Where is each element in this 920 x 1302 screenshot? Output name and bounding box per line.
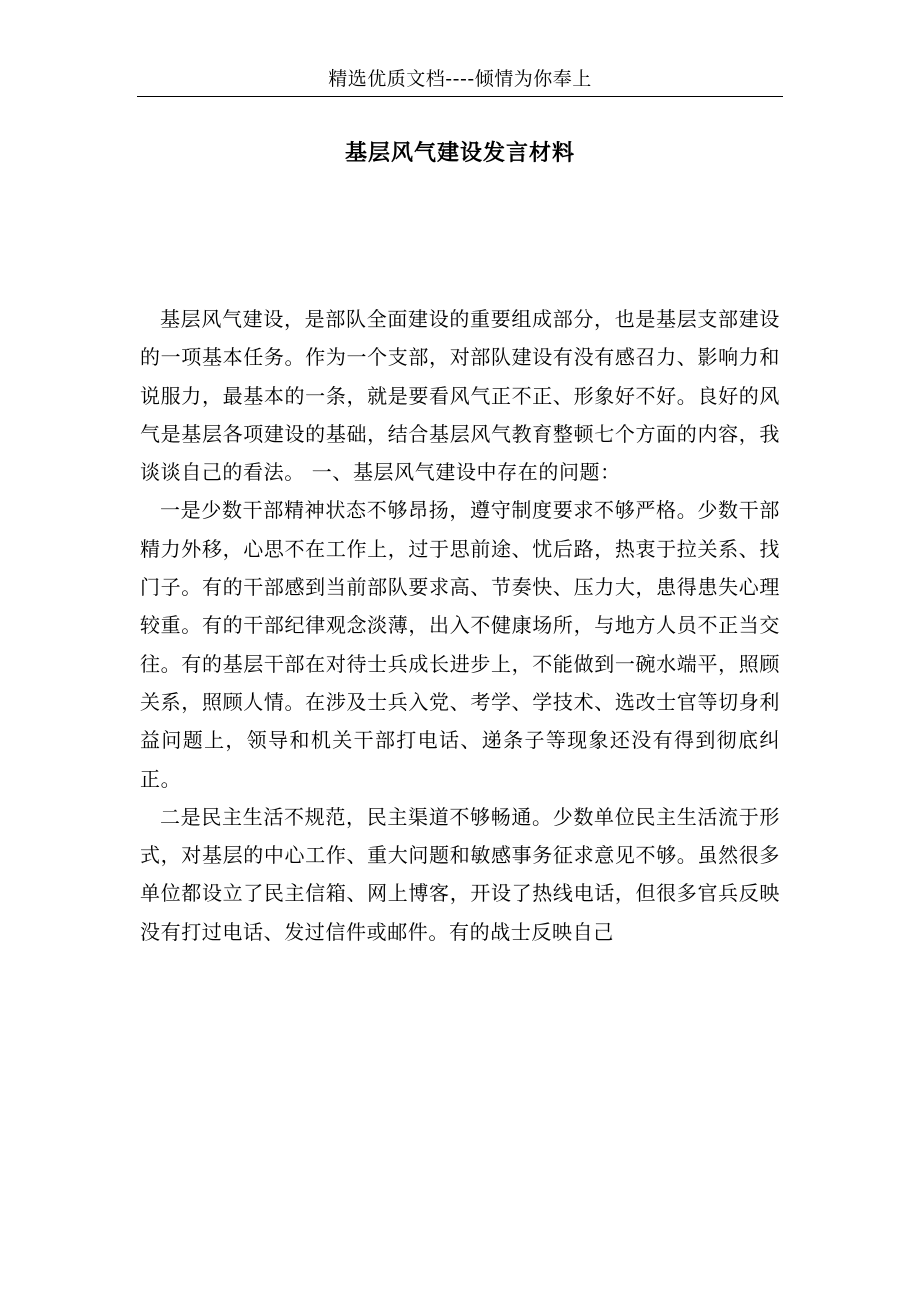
- document-title: 基层风气建设发言材料: [344, 141, 575, 166]
- paragraph-point-two: 二是民主生活不规范，民主渠道不够畅通。少数单位民主生活流于形式，对基层的中心工作、重大问题和敏感事务征求意见不够。虽然很多单位都设立了民主信箱、网上博客，开设了热线电话，但很多官兵反映没有打过电话、发过信件或邮件。有的战士反映自己: [140, 804, 780, 944]
- page-header: 精选优质文档----倾情为你奉上: [328, 68, 592, 90]
- header-divider: [137, 96, 783, 97]
- paragraph-intro: 基层风气建设，是部队全面建设的重要组成部分，也是基层支部建设的一项基本任务。作为一个支部，对部队建设有没有感召力、影响力和说服力，最基本的一条，就是要看风气正不正、形象好不好。良好的风气是基层各项建设的基础，结合基层风气教育整顿七个方面的内容，我谈谈自己的看法。 一、基层风气建设中存在的问题：: [140, 307, 780, 485]
- paragraph-point-one: 一是少数干部精神状态不够昂扬，遵守制度要求不够严格。少数干部精力外移，心思不在工作上，过于思前途、忧后路，热衷于拉关系、找门子。有的干部感到当前部队要求高、节奏快、压力大，患得患失心理较重。有的干部纪律观念淡薄，出入不健康场所，与地方人员不正当交往。有的基层干部在对待士兵成长进步上，不能做到一碗水端平，照顾关系，照顾人情。在涉及士兵入党、考学、学技术、选改士官等切身利益问题上，领导和机关干部打电话、递条子等现象还没有得到彻底纠正。: [140, 498, 780, 791]
- document-body: [140, 300, 780, 951]
